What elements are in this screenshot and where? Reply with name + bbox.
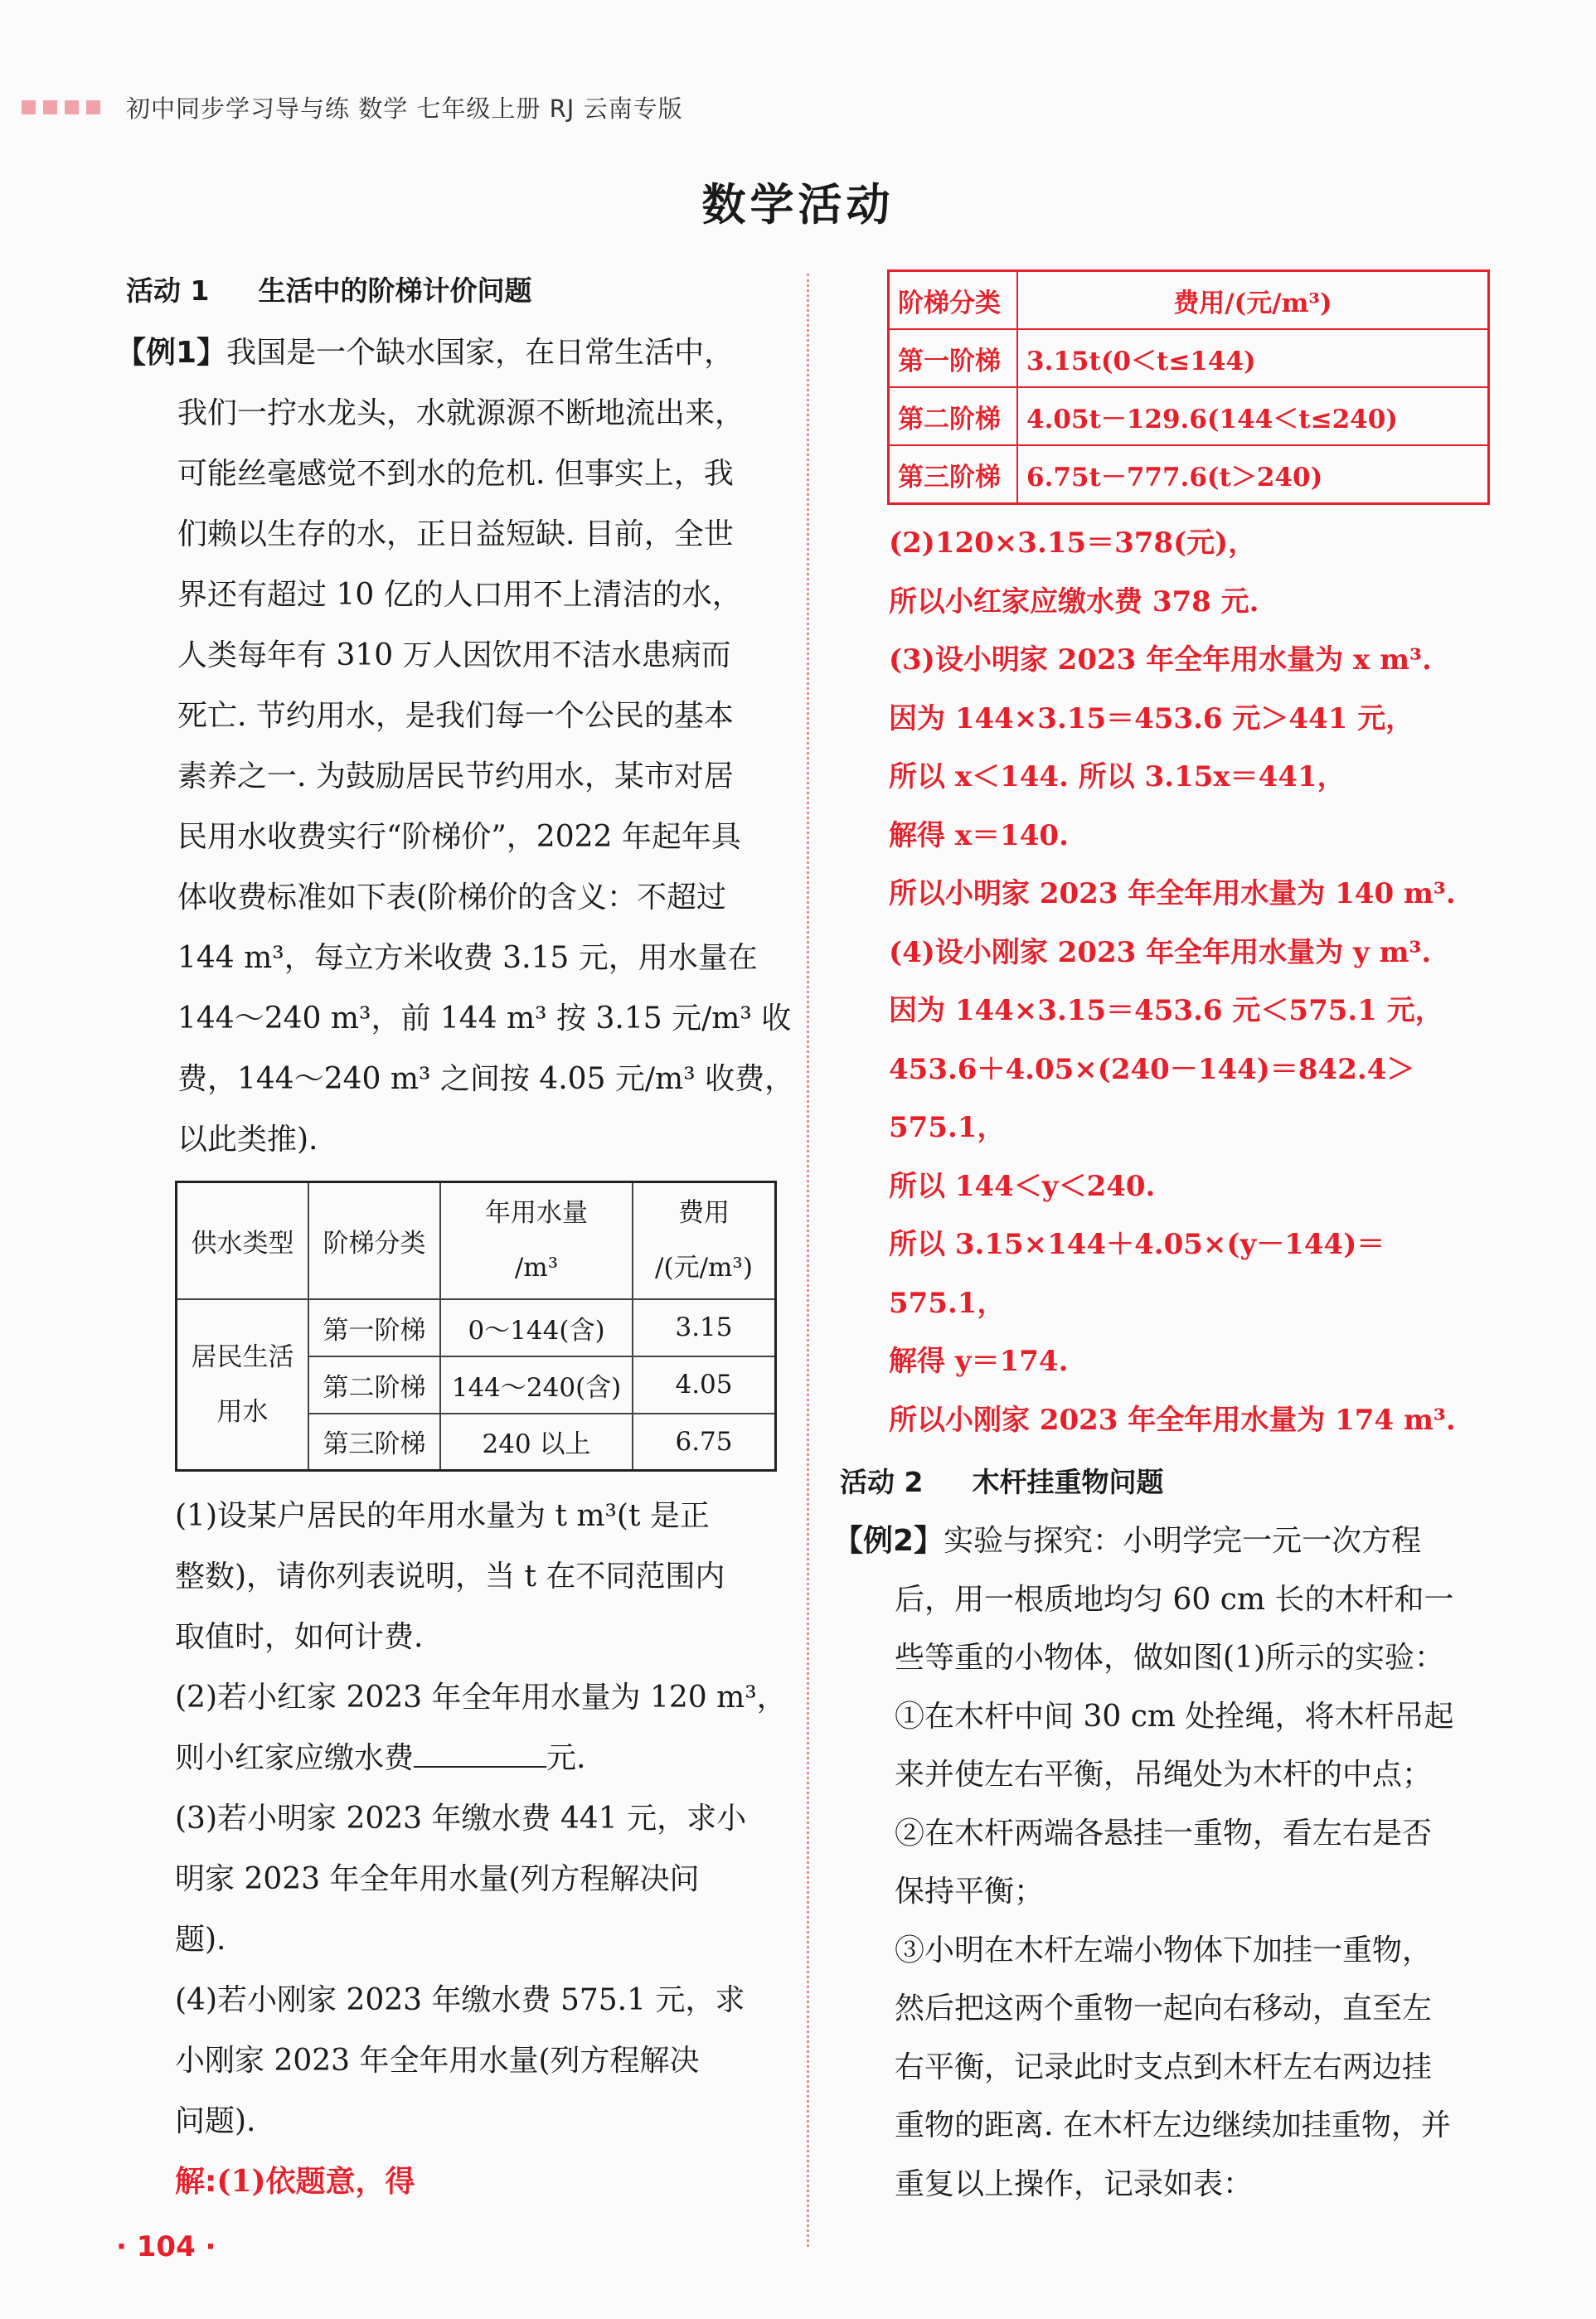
question-line: (4)若小刚家 2023 年缴水费 575.1 元，求 — [175, 1983, 745, 2017]
solution-line: 所以 3.15×144＋4.05×(y－144)＝ — [889, 1228, 1385, 1261]
price-cell: 6.75 — [633, 1414, 776, 1471]
example2-line: 右平衡，记录此时支点到木杆左右两边挂 — [895, 2050, 1433, 2084]
question-line — [175, 1734, 787, 1795]
header-line: 年用水量 — [485, 1198, 588, 1229]
activity1-heading — [126, 269, 531, 308]
example2-tag: 【例2】 — [833, 1524, 944, 1558]
example1-line: 144～240 m³，前 144 m³ 按 3.15 元/m³ 收 — [177, 1002, 792, 1036]
solution-intro-text: (1)依题意，得 — [216, 2164, 415, 2199]
solution-cost-cell: 3.15t(0＜t≤144) — [1017, 329, 1489, 387]
header-square-icon — [86, 100, 100, 114]
solution-cost-cell: 4.05t－129.6(144＜t≤240) — [1017, 387, 1489, 445]
example2-line: ③小明在木杆左端小物体下加挂一重物， — [895, 1933, 1433, 1967]
solution-line: 解得 x＝140. — [889, 818, 1069, 852]
activity1-label: 活动 1 — [126, 274, 210, 307]
solution-line: 所以 144＜y＜240. — [889, 1169, 1156, 1203]
answer-blank — [414, 1741, 546, 1768]
solution-line: 所以 x＜144. 所以 3.15x＝441， — [889, 760, 1346, 793]
price-cell: 4.05 — [633, 1356, 776, 1414]
question-line: 取值时，如何计费. — [175, 1620, 424, 1654]
solution-line: (2)120×3.15＝378(元)， — [889, 526, 1257, 560]
question-line: (1)设某户居民的年用水量为 t m³(t 是正 — [175, 1499, 710, 1533]
example1-line: 144 m³，每立方米收费 3.15 元，用水量在 — [177, 941, 758, 975]
table-header-cell: 阶梯分类 — [308, 1182, 440, 1299]
tier-cell: 第二阶梯 — [308, 1356, 440, 1414]
activity2-heading — [840, 1461, 1163, 1500]
example2-line: 实验与探究：小明学完一元一次方程 — [944, 1524, 1422, 1558]
solution-header-cell: 阶梯分类 — [889, 271, 1018, 330]
running-header — [22, 86, 683, 128]
question-line: 题). — [175, 1923, 226, 1957]
example1-first-line — [116, 329, 794, 390]
table-header-cell — [633, 1182, 776, 1299]
example2-line: 些等重的小物体，做如图(1)所示的实验： — [895, 1641, 1444, 1675]
solution-line: (4)设小刚家 2023 年全年用水量为 y m³. — [889, 935, 1432, 969]
solution-table-row — [889, 329, 1489, 387]
example2-line: 来并使左右平衡，吊绳处为木杆的中点； — [895, 1758, 1433, 1792]
example2-line: 后，用一根质地均匀 60 cm 长的木杆和一 — [895, 1582, 1454, 1617]
solution-steps — [889, 520, 1456, 1455]
questions — [175, 1492, 787, 2219]
solution-tier-cell: 第二阶梯 — [889, 387, 1018, 445]
example1-line: 费，144～240 m³ 之间按 4.05 元/m³ 收费， — [177, 1062, 795, 1096]
header-line: 费用 — [678, 1198, 730, 1229]
range-cell: 0～144(含) — [440, 1299, 633, 1356]
supply-type-cell — [177, 1299, 309, 1471]
solution-line: (3)设小明家 2023 年全年用水量为 x m³. — [889, 643, 1432, 677]
example2 — [833, 1517, 1453, 2219]
question-line: 整数)，请你列表说明，当 t 在不同范围内 — [175, 1560, 725, 1594]
question-line: (2)若小红家 2023 年全年用水量为 120 m³， — [175, 1681, 787, 1715]
solution-line: 575.1， — [889, 1286, 1006, 1320]
solution-intro — [175, 2158, 787, 2219]
table-header-row — [177, 1182, 776, 1299]
page-title: 数学活动 — [701, 180, 895, 230]
header-line: /m³ — [514, 1253, 559, 1283]
example1-line: 我国是一个缺水国家，在日常生活中， — [226, 336, 735, 370]
header-line: /(元/m³) — [655, 1253, 753, 1283]
solution-table-row — [889, 445, 1489, 504]
example1-line: 界还有超过 10 亿的人口用不上清洁的水， — [177, 578, 742, 612]
activity2-label: 活动 2 — [840, 1466, 924, 1498]
table-row — [177, 1299, 776, 1356]
solution-tier-cell: 第三阶梯 — [889, 445, 1018, 504]
example1-line: 可能丝毫感觉不到水的危机. 但事实上，我 — [177, 457, 734, 491]
price-cell: 3.15 — [633, 1299, 776, 1356]
solution-line: 因为 144×3.15＝453.6 元＞441 元， — [889, 701, 1414, 735]
price-table — [175, 1181, 777, 1472]
activity1-title: 生活中的阶梯计价问题 — [258, 274, 532, 307]
question-line: 明家 2023 年全年用水量(列方程解决问 — [175, 1862, 700, 1896]
solution-table-row — [889, 387, 1489, 445]
example2-line: ②在木杆两端各悬挂一重物，看左右是否 — [895, 1816, 1433, 1851]
example1-line: 民用水收费实行“阶梯价”，2022 年起年具 — [177, 820, 741, 854]
solution-label: 解: — [175, 2165, 217, 2199]
header-square-icon — [22, 100, 36, 114]
header-square-icon — [65, 100, 79, 114]
column-divider — [807, 274, 809, 2247]
solution-header-cell: 费用/(元/m³) — [1017, 271, 1489, 330]
example2-line: 保持平衡； — [895, 1875, 1045, 1909]
example1-line: 死亡. 节约用水，是我们每一个公民的基本 — [177, 699, 734, 733]
example2-line: 然后把这两个重物一起向右移动，直至左 — [895, 1992, 1433, 2025]
example1-line: 体收费标准如下表(阶梯价的含义：不超过 — [177, 881, 727, 915]
solution-line: 453.6＋4.05×(240－144)＝842.4＞ — [889, 1052, 1415, 1086]
example1 — [116, 329, 794, 1176]
example2-line: ①在木杆中间 30 cm 处拴绳，将木杆吊起 — [895, 1699, 1454, 1734]
question-text: 元. — [546, 1741, 586, 1775]
supply-type-line: 居民生活 — [191, 1341, 294, 1372]
question-line: (3)若小明家 2023 年缴水费 441 元，求小 — [175, 1802, 747, 1836]
solution-line: 所以小红家应缴水费 378 元. — [889, 585, 1259, 619]
solution-line: 因为 144×3.15＝453.6 元＜575.1 元， — [889, 994, 1443, 1027]
solution-table — [887, 269, 1490, 505]
example1-line: 们赖以生存的水，正日益短缺. 目前，全世 — [177, 517, 734, 551]
solution-cost-cell: 6.75t－777.6(t＞240) — [1017, 445, 1489, 504]
example2-line: 重物的距离. 在木杆左边继续加挂重物，并 — [895, 2108, 1451, 2142]
supply-type-line: 用水 — [216, 1396, 269, 1427]
example2-line: 重复以上操作，记录如表： — [895, 2166, 1254, 2201]
example1-line: 素养之一. 为鼓励居民节约用水，某市对居 — [177, 759, 734, 793]
table-header-cell — [440, 1182, 633, 1299]
header-square-icon — [43, 100, 57, 114]
question-text: 则小红家应缴水费 — [175, 1741, 415, 1775]
solution-line: 所以小明家 2023 年全年用水量为 140 m³. — [889, 877, 1456, 910]
example1-tag: 【例1】 — [116, 336, 227, 370]
tier-cell: 第一阶梯 — [308, 1299, 440, 1356]
solution-line: 575.1， — [889, 1111, 1006, 1144]
range-cell: 240 以上 — [440, 1414, 633, 1471]
example1-line: 我们一拧水龙头，水就源源不断地流出来， — [177, 396, 745, 430]
range-cell: 144～240(含) — [440, 1356, 633, 1414]
tier-cell: 第三阶梯 — [308, 1414, 440, 1471]
activity2-title: 木杆挂重物问题 — [972, 1466, 1164, 1498]
page-number: · 104 · — [116, 2230, 216, 2263]
example1-line: 以此类推). — [177, 1123, 318, 1157]
question-line: 小刚家 2023 年全年用水量(列方程解决 — [175, 2044, 700, 2078]
solution-line: 所以小刚家 2023 年全年用水量为 174 m³. — [889, 1403, 1456, 1437]
solution-line: 解得 y＝174. — [889, 1345, 1069, 1378]
example2-first-line — [833, 1517, 1453, 1576]
header-text: 初中同步学习导与练 数学 七年级上册 RJ 云南专版 — [126, 94, 683, 123]
example1-line: 人类每年有 310 万人因饮用不洁水患病而 — [177, 638, 731, 672]
solution-table-header — [889, 271, 1489, 330]
question-line: 问题). — [175, 2104, 256, 2138]
solution-tier-cell: 第一阶梯 — [889, 329, 1018, 387]
table-header-cell: 供水类型 — [177, 1182, 309, 1299]
